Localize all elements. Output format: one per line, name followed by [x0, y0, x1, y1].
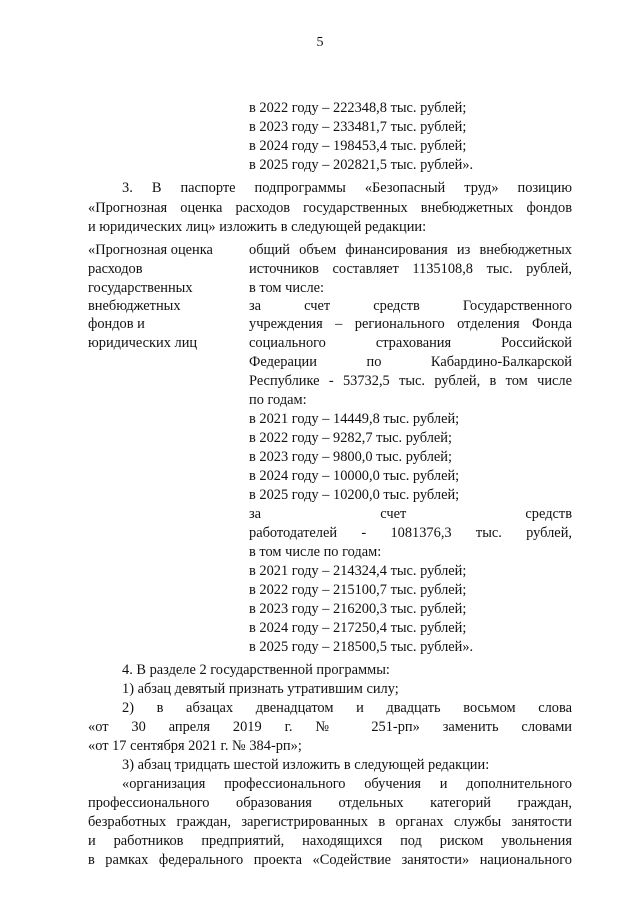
- table-right-line: учреждения – регионального отделения Фонда: [249, 316, 572, 332]
- table-left-line: юридических лиц: [88, 335, 198, 351]
- table-right-line: в 2024 году – 10000,0 тыс. рублей;: [249, 468, 460, 484]
- item4-line: в рамках федерального проекта «Содействие занятости» национального: [88, 852, 572, 868]
- item4-line: «от 17 сентября 2021 г. № 384-рп»;: [88, 738, 302, 754]
- item4-line: «организация профессионального обучения и дополнительного: [122, 776, 572, 792]
- item4-line: 2) в абзацах двенадцатом и двадцать восьмом слова: [122, 700, 572, 716]
- table-right-line: источников составляет 1135108,8 тыс. рублей,: [249, 261, 572, 277]
- item4-line: безработных граждан, зарегистрированных в органах службы занятости: [88, 814, 572, 830]
- table-left-line: расходов: [88, 261, 143, 277]
- item3-line: «Прогнозная оценка расходов государственных внебюджетных фондов: [88, 200, 572, 216]
- table-right-line: в том числе по годам:: [249, 544, 382, 560]
- table-right-line: Федерации по Кабардино-Балкарской: [249, 354, 572, 370]
- table-right-line: за счет средств Государственного: [249, 298, 572, 314]
- table-right-line: в 2021 году – 14449,8 тыс. рублей;: [249, 411, 460, 427]
- item4-line: «от 30 апреля 2019 г. № 251-рп» заменить словами: [88, 719, 572, 735]
- table-right-line: за счет средств: [249, 506, 572, 522]
- table-right-line: в 2023 году – 216200,3 тыс. рублей;: [249, 601, 467, 617]
- item4-line: и работников предприятий, находящихся под риском увольнения: [88, 833, 572, 849]
- table-right-line: в 2024 году – 217250,4 тыс. рублей;: [249, 620, 467, 636]
- table-right-line: Республике - 53732,5 тыс. рублей, в том числе: [249, 373, 572, 389]
- table-right-line: социального страхования Российской: [249, 335, 572, 351]
- table-left-line: фондов и: [88, 316, 145, 332]
- page-number: 5: [316, 35, 324, 50]
- table-right-line: в том числе:: [249, 280, 325, 296]
- table-right-line: в 2025 году – 218500,5 тыс. рублей».: [249, 639, 474, 655]
- table-left-line: государственных: [88, 280, 193, 296]
- table-left-line: «Прогнозная оценка: [88, 242, 213, 258]
- intro-year-line: в 2025 году – 202821,5 тыс. рублей».: [249, 157, 474, 173]
- intro-year-line: в 2022 году – 222348,8 тыс. рублей;: [249, 100, 467, 116]
- table-right-line: в 2022 году – 215100,7 тыс. рублей;: [249, 582, 467, 598]
- table-right-line: в 2023 году – 9800,0 тыс. рублей;: [249, 449, 452, 465]
- item3-line: 3. В паспорте подпрограммы «Безопасный труд» позицию: [122, 180, 572, 196]
- item4-line: 4. В разделе 2 государственной программы:: [122, 662, 390, 678]
- table-right-line: в 2022 году – 9282,7 тыс. рублей;: [249, 430, 452, 446]
- table-right-line: в 2021 году – 214324,4 тыс. рублей;: [249, 563, 467, 579]
- intro-year-line: в 2024 году – 198453,4 тыс. рублей;: [249, 138, 467, 154]
- table-right-line: по годам:: [249, 392, 307, 408]
- table-right-line: работодателей - 1081376,3 тыс. рублей,: [249, 525, 572, 541]
- table-right-line: в 2025 году – 10200,0 тыс. рублей;: [249, 487, 460, 503]
- item4-line: 1) абзац девятый признать утратившим силу;: [122, 681, 399, 697]
- intro-year-line: в 2023 году – 233481,7 тыс. рублей;: [249, 119, 467, 135]
- item4-line: профессионального образования отдельных категорий граждан,: [88, 795, 572, 811]
- table-right-line: общий объем финансирования из внебюджетных: [249, 242, 572, 258]
- item3-line: и юридических лиц» изложить в следующей редакции:: [88, 219, 427, 235]
- item4-line: 3) абзац тридцать шестой изложить в следующей редакции:: [122, 757, 490, 773]
- table-left-line: внебюджетных: [88, 298, 181, 314]
